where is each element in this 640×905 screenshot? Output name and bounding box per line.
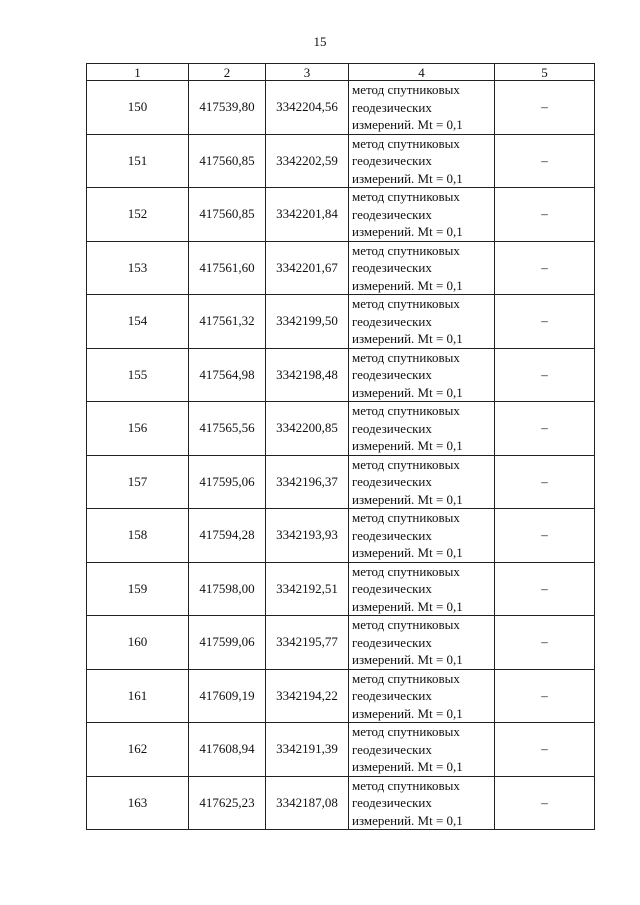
- method-line: измерений. Mt = 0,1: [352, 117, 463, 132]
- note-cell: –: [495, 188, 595, 242]
- x-coordinate-cell: 417599,06: [189, 616, 266, 670]
- method-cell: [349, 241, 495, 295]
- method-line: метод спутниковых: [352, 510, 460, 525]
- method-cell: [349, 455, 495, 509]
- method-line: геодезических: [352, 420, 432, 436]
- y-coordinate-cell: 3342194,22: [266, 669, 349, 723]
- method-line: измерений. Mt = 0,1: [352, 705, 463, 721]
- table-row: [87, 509, 595, 563]
- method-cell: [349, 402, 495, 456]
- method-cell: [349, 188, 495, 242]
- method-line: метод спутниковых: [352, 563, 460, 579]
- y-coordinate-cell: 3342200,85: [266, 402, 349, 456]
- method-line: метод спутниковых: [352, 670, 460, 686]
- method-line: геодезических: [352, 474, 432, 489]
- method-line: геодезических: [352, 313, 432, 329]
- point-number-cell: 157: [87, 455, 189, 509]
- method-line: метод спутниковых: [352, 456, 460, 472]
- method-line: метод спутниковых: [352, 403, 460, 418]
- note-cell: –: [495, 776, 595, 830]
- table-row: [87, 81, 595, 135]
- y-coordinate-cell: 3342193,93: [266, 509, 349, 563]
- method-cell: [349, 348, 495, 402]
- method-cell: [349, 776, 495, 830]
- method-line: геодезических: [352, 741, 432, 757]
- table-body: [87, 81, 595, 830]
- table-row: [87, 295, 595, 349]
- x-coordinate-cell: 417598,00: [189, 562, 266, 616]
- x-coordinate-cell: 417561,60: [189, 241, 266, 295]
- point-number-cell: 150: [87, 81, 189, 135]
- point-number-cell: 161: [87, 669, 189, 723]
- note-cell: –: [495, 402, 595, 456]
- note-cell: –: [495, 455, 595, 509]
- method-line: метод спутниковых: [352, 135, 460, 151]
- point-number-cell: 156: [87, 402, 189, 456]
- point-number-cell: 155: [87, 348, 189, 402]
- note-cell: –: [495, 348, 595, 402]
- point-number-cell: 163: [87, 776, 189, 830]
- method-line: измерений. Mt = 0,1: [352, 491, 463, 507]
- x-coordinate-cell: 417609,19: [189, 669, 266, 723]
- method-line: метод спутниковых: [352, 617, 460, 632]
- method-cell: [349, 134, 495, 188]
- method-line: геодезических: [352, 260, 432, 275]
- table-row: [87, 402, 595, 456]
- point-number-cell: 162: [87, 723, 189, 777]
- y-coordinate-cell: 3342201,84: [266, 188, 349, 242]
- table-row: [87, 241, 595, 295]
- method-line: метод спутниковых: [352, 777, 460, 793]
- y-coordinate-cell: 3342192,51: [266, 562, 349, 616]
- method-line: метод спутниковых: [352, 349, 460, 365]
- point-number-cell: 158: [87, 509, 189, 563]
- point-number-cell: 160: [87, 616, 189, 670]
- method-line: метод спутниковых: [352, 189, 460, 204]
- point-number-cell: 151: [87, 134, 189, 188]
- method-line: геодезических: [352, 688, 432, 703]
- table-row: [87, 723, 595, 777]
- method-line: измерений. Mt = 0,1: [352, 170, 463, 186]
- table-row: [87, 188, 595, 242]
- point-number-cell: 159: [87, 562, 189, 616]
- column-header-1: 1: [87, 64, 189, 81]
- method-cell: [349, 81, 495, 135]
- table-row: [87, 455, 595, 509]
- table-row: [87, 669, 595, 723]
- y-coordinate-cell: 3342201,67: [266, 241, 349, 295]
- x-coordinate-cell: 417539,80: [189, 81, 266, 135]
- note-cell: –: [495, 723, 595, 777]
- y-coordinate-cell: 3342204,56: [266, 81, 349, 135]
- method-line: геодезических: [352, 527, 432, 543]
- y-coordinate-cell: 3342198,48: [266, 348, 349, 402]
- column-header-5: 5: [495, 64, 595, 81]
- point-number-cell: 154: [87, 295, 189, 349]
- method-line: измерений. Mt = 0,1: [352, 331, 463, 346]
- x-coordinate-cell: 417560,85: [189, 134, 266, 188]
- page-number: 15: [313, 34, 327, 49]
- table-header-row: [87, 64, 595, 81]
- method-cell: [349, 616, 495, 670]
- x-coordinate-cell: 417560,85: [189, 188, 266, 242]
- method-line: измерений. Mt = 0,1: [352, 652, 463, 667]
- method-line: измерений. Mt = 0,1: [352, 438, 463, 453]
- method-line: геодезических: [352, 206, 432, 222]
- column-header-4: 4: [349, 64, 495, 81]
- note-cell: –: [495, 669, 595, 723]
- method-cell: [349, 723, 495, 777]
- method-cell: [349, 509, 495, 563]
- method-line: геодезических: [352, 634, 432, 650]
- x-coordinate-cell: 417625,23: [189, 776, 266, 830]
- method-cell: [349, 295, 495, 349]
- table-row: [87, 616, 595, 670]
- note-cell: –: [495, 241, 595, 295]
- y-coordinate-cell: 3342191,39: [266, 723, 349, 777]
- point-number-cell: 152: [87, 188, 189, 242]
- note-cell: –: [495, 81, 595, 135]
- method-line: метод спутниковых: [352, 242, 460, 258]
- method-cell: [349, 669, 495, 723]
- y-coordinate-cell: 3342202,59: [266, 134, 349, 188]
- method-line: метод спутниковых: [352, 82, 460, 97]
- method-line: метод спутниковых: [352, 296, 460, 311]
- note-cell: –: [495, 509, 595, 563]
- point-number-cell: 153: [87, 241, 189, 295]
- y-coordinate-cell: 3342196,37: [266, 455, 349, 509]
- x-coordinate-cell: 417595,06: [189, 455, 266, 509]
- method-line: измерений. Mt = 0,1: [352, 598, 463, 614]
- x-coordinate-cell: 417608,94: [189, 723, 266, 777]
- coordinates-table: [86, 63, 595, 830]
- table-row: [87, 348, 595, 402]
- method-line: измерений. Mt = 0,1: [352, 812, 463, 828]
- note-cell: –: [495, 134, 595, 188]
- method-line: геодезических: [352, 581, 432, 596]
- method-line: геодезических: [352, 153, 432, 168]
- x-coordinate-cell: 417564,98: [189, 348, 266, 402]
- table-row: [87, 776, 595, 830]
- method-line: метод спутниковых: [352, 724, 460, 739]
- note-cell: –: [495, 295, 595, 349]
- method-line: измерений. Mt = 0,1: [352, 545, 463, 560]
- note-cell: –: [495, 562, 595, 616]
- column-header-2: 2: [189, 64, 266, 81]
- y-coordinate-cell: 3342195,77: [266, 616, 349, 670]
- method-line: измерений. Mt = 0,1: [352, 384, 463, 400]
- note-cell: –: [495, 616, 595, 670]
- method-line: измерений. Mt = 0,1: [352, 277, 463, 293]
- method-cell: [349, 562, 495, 616]
- method-line: измерений. Mt = 0,1: [352, 759, 463, 774]
- column-header-3: 3: [266, 64, 349, 81]
- y-coordinate-cell: 3342187,08: [266, 776, 349, 830]
- method-line: геодезических: [352, 99, 432, 115]
- table-row: [87, 562, 595, 616]
- method-line: геодезических: [352, 367, 432, 382]
- x-coordinate-cell: 417594,28: [189, 509, 266, 563]
- method-line: измерений. Mt = 0,1: [352, 224, 463, 239]
- x-coordinate-cell: 417565,56: [189, 402, 266, 456]
- table-row: [87, 134, 595, 188]
- x-coordinate-cell: 417561,32: [189, 295, 266, 349]
- y-coordinate-cell: 3342199,50: [266, 295, 349, 349]
- method-line: геодезических: [352, 795, 432, 810]
